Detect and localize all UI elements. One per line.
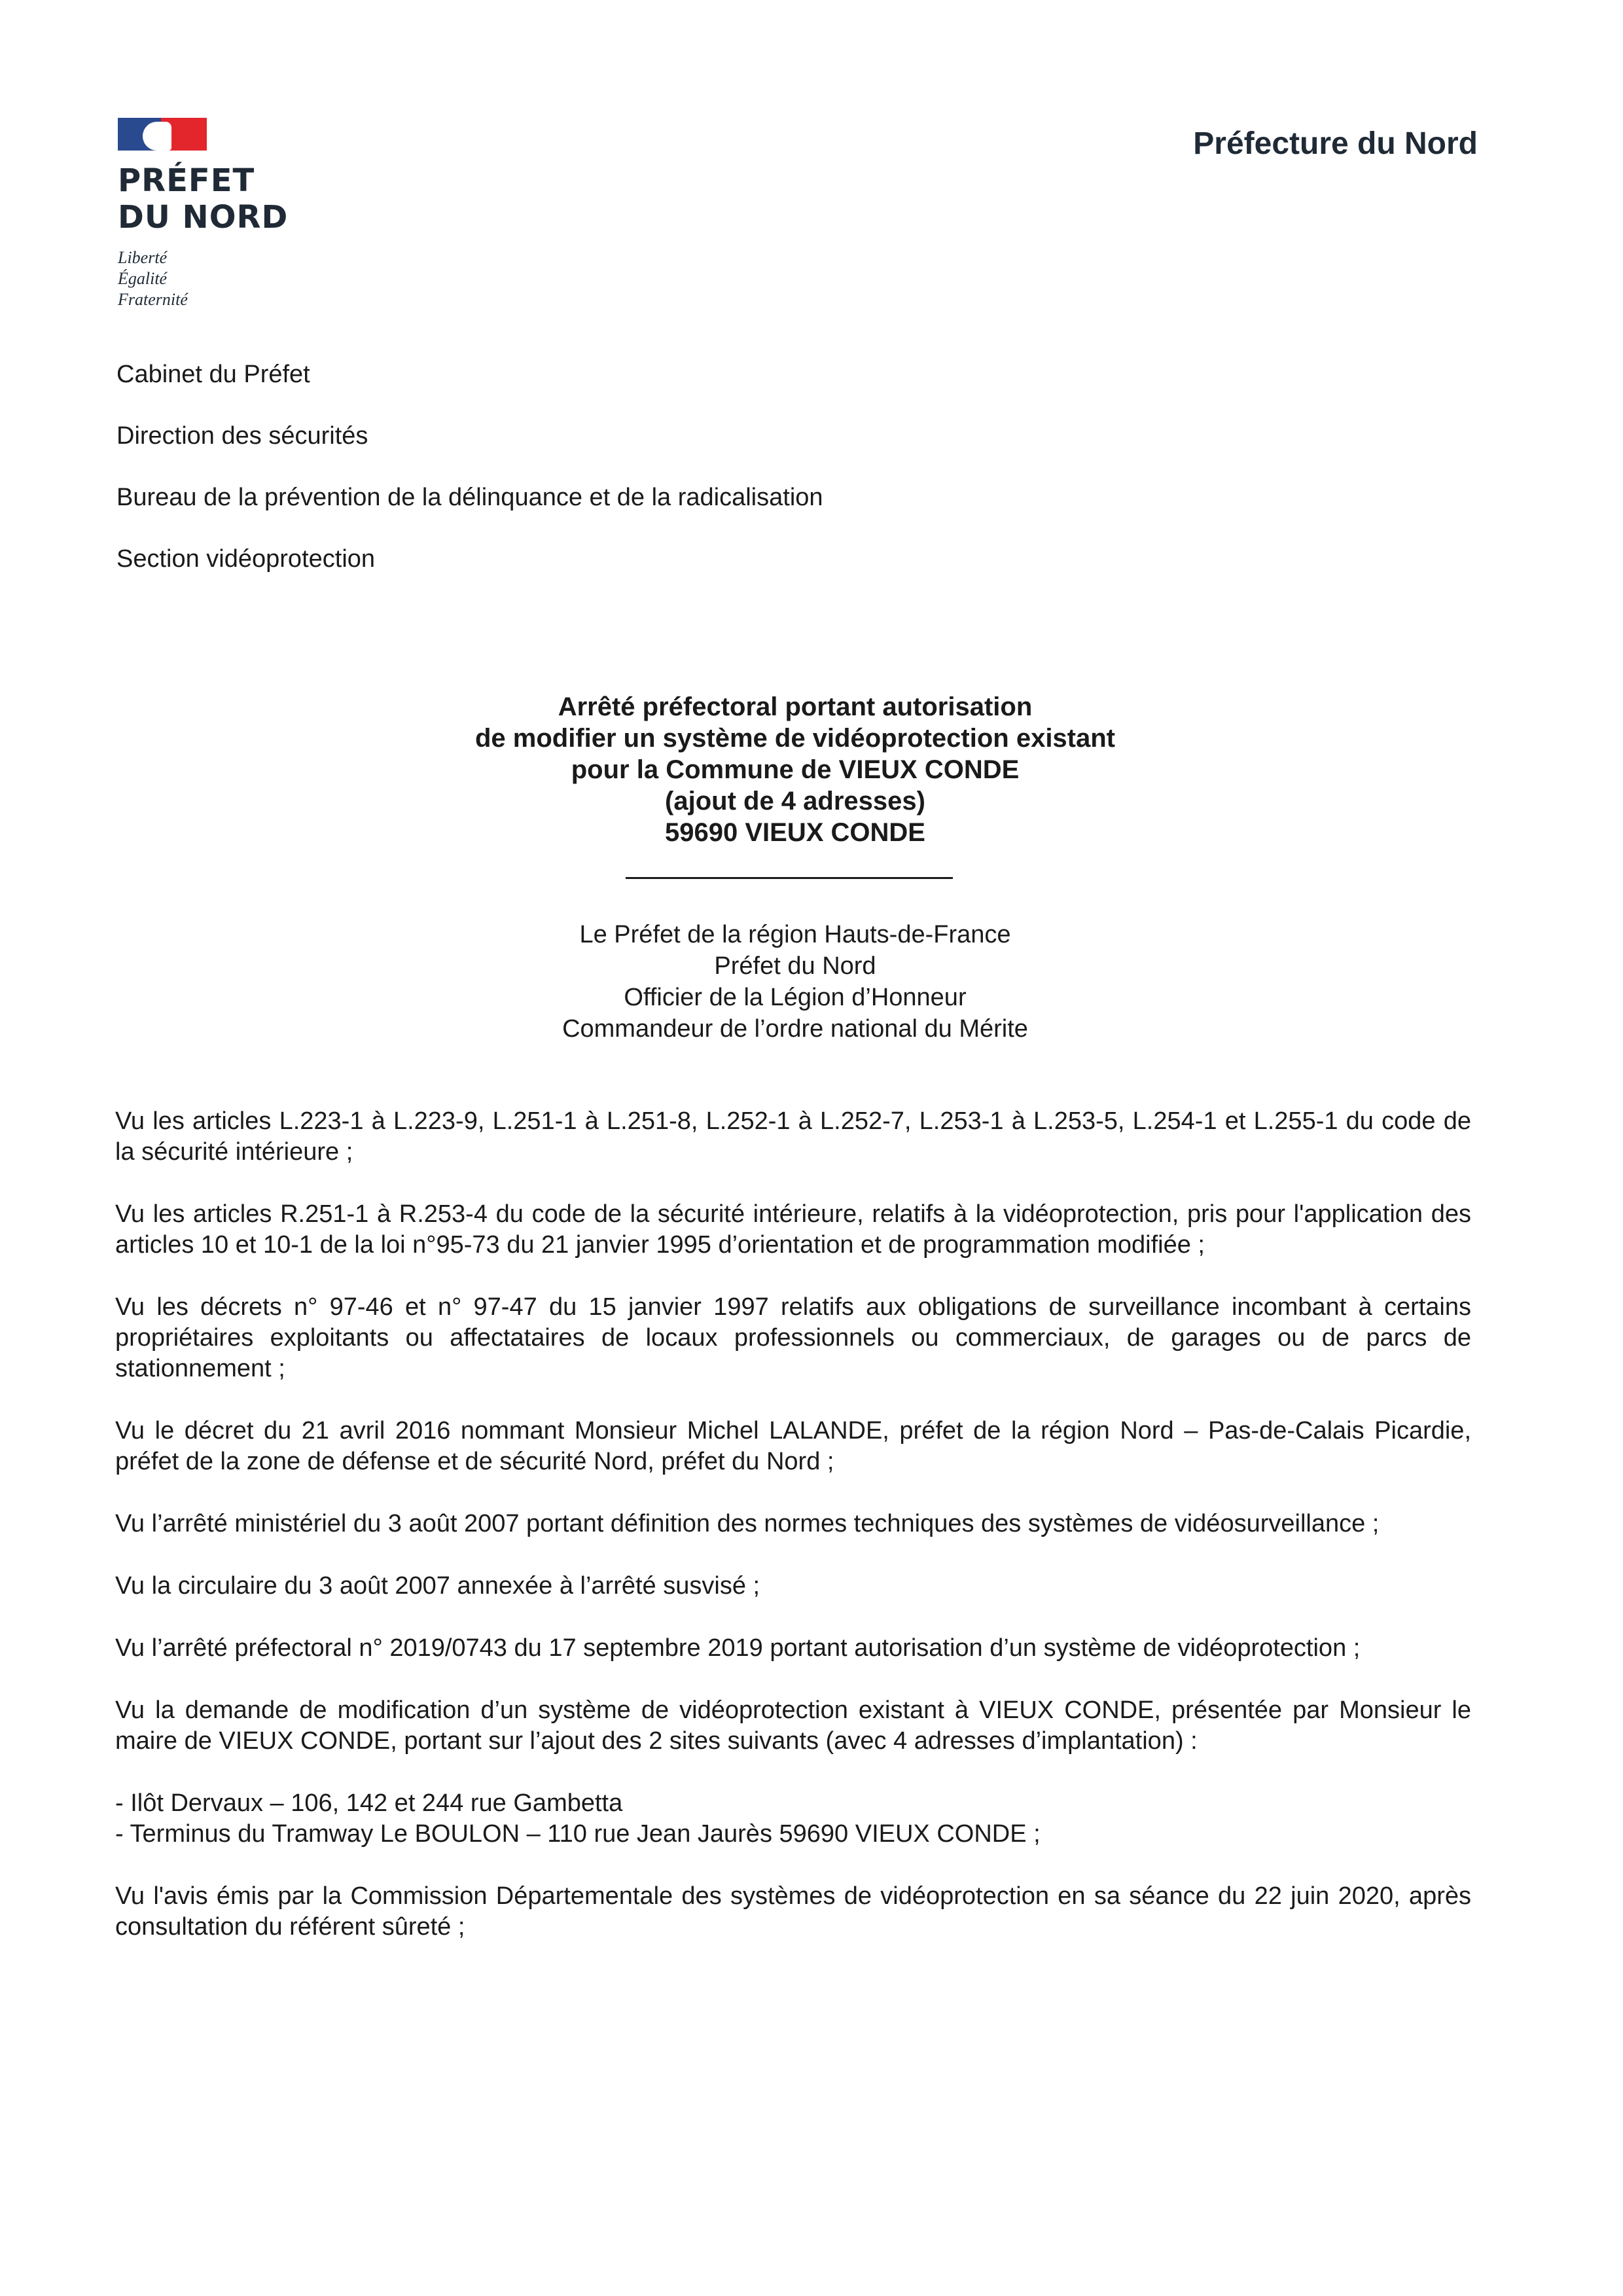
site-list-item: - Ilôt Dervaux – 106, 142 et 244 rue Gambetta bbox=[115, 1789, 623, 1817]
site-list-item: - Terminus du Tramway Le BOULON – 110 rue Jean Jaurès 59690 VIEUX CONDE ; bbox=[115, 1820, 1041, 1848]
authority-block: Le Préfet de la région Hauts-de-France Préfet du Nord Officier de la Légion d’Honneur Commandeur de l’ordre national du Mérite bbox=[562, 921, 1028, 1043]
prefecture-label: Préfecture du Nord bbox=[1193, 126, 1478, 161]
decree-title: Arrêté préfectoral portant autorisation de modifier un système de vidéoprotection existant pour la Commune de VIEUX CONDE (ajout de 4 adresses) 59690 VIEUX CONDE bbox=[474, 692, 1115, 847]
consideration-item: Vu la circulaire du 3 août 2007 annexée à l’arrêté susvisé ; bbox=[115, 1572, 760, 1600]
consideration-item: Vu la demande de modification d’un système de vidéoprotection existant à VIEUX CONDE, présentée par Monsieur le maire de VIEUX CONDE, portant sur l’ajout des 2 sites suivants (avec 4 adresses d’implantation) : bbox=[115, 1696, 1471, 1755]
issuing-services bbox=[116, 359, 902, 605]
service-section: Section vidéoprotection bbox=[116, 545, 376, 573]
consideration-item: Vu les décrets n° 97-46 et n° 97-47 du 15 janvier 1997 relatifs aux obligations de surveillance incombant à certains propriétaires exploitants ou affectataires de locaux professionnels ou commerciaux, de garages ou de parcs de stationnement ; bbox=[115, 1293, 1471, 1382]
consideration-item: Vu l’arrêté ministériel du 3 août 2007 portant définition des normes techniques des systèmes de vidéosurveillance ; bbox=[115, 1510, 1380, 1537]
title-divider bbox=[626, 877, 953, 879]
service-cabinet: Cabinet du Préfet bbox=[116, 361, 310, 388]
consideration-item: Vu le décret du 21 avril 2016 nommant Monsieur Michel LALANDE, préfet de la région Nord – Pas-de-Calais Picardie, préfet de la zone de défense et de sécurité Nord, préfet du Nord ; bbox=[115, 1417, 1471, 1475]
prefet-logo bbox=[118, 118, 393, 310]
consideration-item: Vu les articles L.223-1 à L.223-9, L.251-1 à L.251-8, L.252-1 à L.252-7, L.253-1 à L.253-5, L.254-1 et L.255-1 du code de la sécurité intérieure ; bbox=[115, 1107, 1471, 1166]
prefet-name: PRÉFET DU NORD bbox=[118, 162, 289, 236]
marianne-flag-icon bbox=[118, 118, 207, 151]
consideration-item: Vu l’arrêté préfectoral n° 2019/0743 du 17 septembre 2019 portant autorisation d’un système de vidéoprotection ; bbox=[115, 1634, 1361, 1662]
service-bureau: Bureau de la prévention de la délinquance et de la radicalisation bbox=[116, 484, 823, 511]
consideration-item: Vu les articles R.251-1 à R.253-4 du code de la sécurité intérieure, relatifs à la vidéoprotection, pris pour l'application des articles 10 et 10-1 de la loi n°95-73 du 21 janvier 1995 d’orientation et de programmation modifiée ; bbox=[115, 1200, 1471, 1259]
considerations bbox=[115, 1106, 1471, 1974]
service-direction: Direction des sécurités bbox=[116, 422, 368, 450]
consideration-item: Vu l'avis émis par la Commission Départementale des systèmes de vidéoprotection en sa séance du 22 juin 2020, après consultation du référent sûreté ; bbox=[115, 1882, 1471, 1941]
republic-motto: Liberté Égalité Fraternité bbox=[118, 248, 188, 309]
